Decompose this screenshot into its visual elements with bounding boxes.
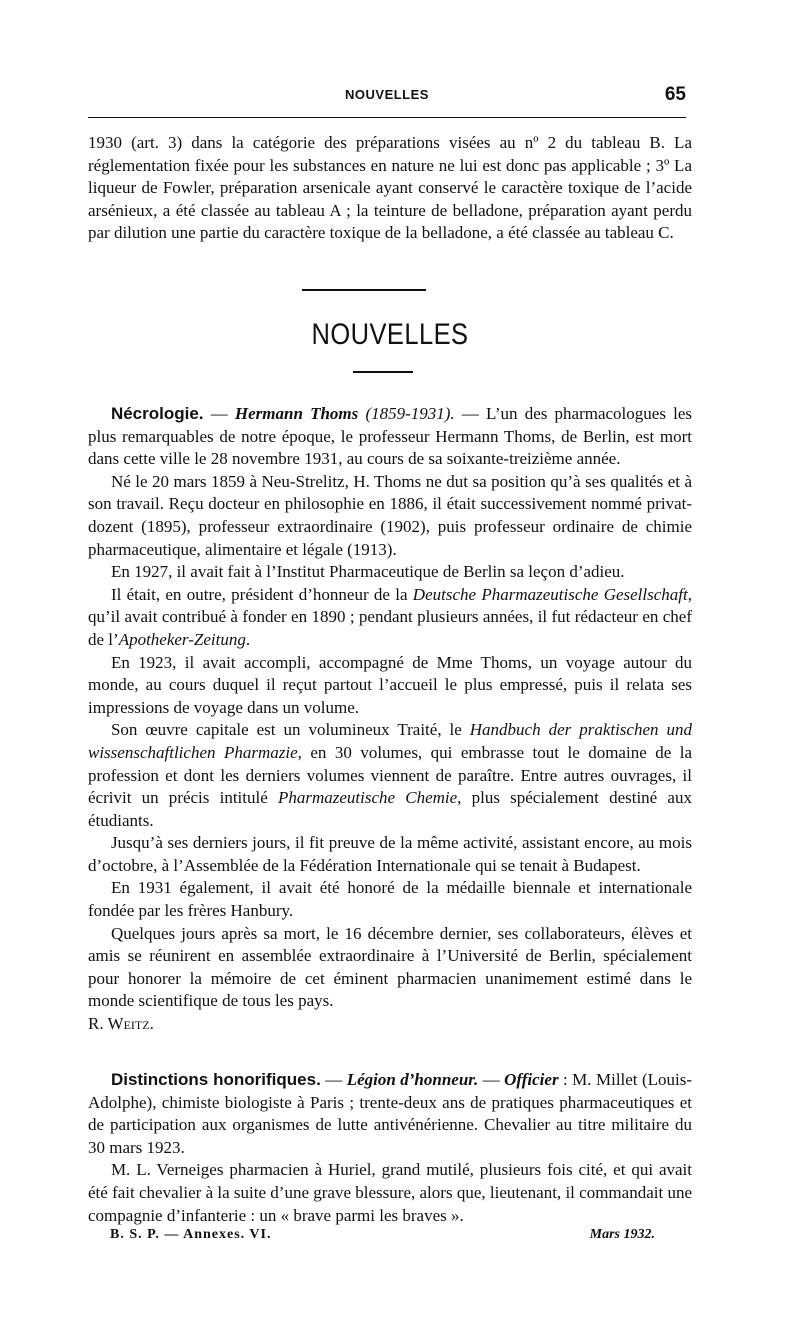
necrologie-paragraph-5: En 1923, il avait accompli, accompagné de Mme Thoms, un voyage autour du monde, au cours duquel il reçut partout l’accueil le plus empressé, puis il relata ses impressions de voyage dans un volume. bbox=[88, 652, 692, 717]
section-title: NOUVELLES bbox=[311, 318, 469, 351]
running-title: NOUVELLES bbox=[345, 87, 429, 102]
necrologie-runin: Nécrologie. bbox=[110, 404, 204, 423]
necrologie-paragraph-4 bbox=[88, 584, 692, 652]
necrologie-paragraph-1 bbox=[88, 403, 692, 471]
p4-text-b: , qu’il avait contribué à fonder en 1890 ; pendant plusieurs années, il fut rédacteur en chef de l’ bbox=[88, 584, 692, 649]
p4-text-c: . bbox=[245, 629, 251, 649]
runin-dash-2: — bbox=[320, 1070, 347, 1089]
lead-paragraph: 1930 (art. 3) dans la catégorie des préparations visées au nº 2 du tableau B. La réglementation fixée pour les substances en nature ne lui est donc pas applicable ; 3º La liqueur de Fowler, préparation arsenicale ayant conservé le caractère toxique de l’acide arsénieux, a été classée au tableau A ; la teinture de belladone, préparation ayant perdu par dilution une partie du caractère toxique de la belladone, a été classée au tableau C. bbox=[88, 133, 692, 243]
necrologie-section bbox=[88, 403, 692, 1036]
rank-officier: Officier bbox=[504, 1070, 559, 1089]
section-top-rule bbox=[302, 289, 426, 291]
distinctions-paragraph-1 bbox=[88, 1069, 692, 1159]
author-signature: R. Weitz. bbox=[88, 1014, 154, 1034]
necrologie-paragraph-6 bbox=[88, 719, 692, 832]
legion-honneur: Légion d’honneur. bbox=[346, 1070, 479, 1089]
person-dates: (1859-1931). bbox=[358, 404, 462, 423]
distinctions-paragraph-2: M. L. Verneiges pharmacien à Huriel, grand mutilé, plusieurs fois cité, et qui avait été fait chevalier à la suite d’une grave blessure, alors que, lieutenant, il commandait une compagnie d’infanterie : un « brave parmi les braves ». bbox=[88, 1160, 692, 1225]
p6-text-c: , plus spécialement destiné aux étudiants. bbox=[88, 788, 692, 830]
distinctions-text: : M. Millet (Louis-Adolphe), chimiste biologiste à Paris ; trente-deux ans de pratiques pharmaceutiques et de participation aux organismes de lutte antivénérienne. Chevalier au titre militaire du 30 mars 1923. bbox=[88, 1070, 693, 1157]
p6-text-b: , en 30 volumes, qui embrasse tout le domaine de la profession et dont les derniers volumes viennent de paraître. Entre autres ouvrages, il écrivit un précis intitulé bbox=[88, 742, 692, 808]
header-rule bbox=[88, 117, 686, 118]
footer-date: Mars 1932. bbox=[589, 1227, 655, 1242]
footer-journal: B. S. P. — Annexes. VI. bbox=[110, 1227, 272, 1242]
necrologie-text: — L’un des pharmacologues les plus remarquables de notre époque, le professeur Hermann Thoms, de Berlin, est mort dans cette ville le 28 novembre 1931, au cours de sa soixante-treizième année. bbox=[88, 404, 693, 469]
necrologie-paragraph-7: Jusqu’à ses derniers jours, il fit preuve de la même activité, assistant encore, au mois d’octobre, à l’Assemblée de la Fédération Internationale qui se tenait à Budapest. bbox=[88, 833, 692, 875]
lead-section bbox=[88, 132, 692, 245]
precis-title: Pharmazeutische Chemie bbox=[277, 788, 458, 808]
journal-name: Apotheker-Zeitung bbox=[118, 629, 246, 649]
distinctions-section bbox=[88, 1069, 692, 1227]
runin-dash-3: — bbox=[478, 1070, 505, 1089]
section-bottom-rule bbox=[353, 371, 413, 373]
necrologie-paragraph-3: En 1927, il avait fait à l’Institut Pharmaceutique de Berlin sa leçon d’adieu. bbox=[110, 562, 625, 582]
runin-dash: — bbox=[203, 404, 235, 423]
running-head bbox=[88, 84, 686, 108]
necrologie-paragraph-9: Quelques jours après sa mort, le 16 décembre dernier, ses collaborateurs, élèves et amis se réunirent en assemblée extraordinaire à l’Université de Berlin, spécialement pour honorer la mémoire de cet éminent pharmacien unanimement estimé dans le monde scientifique de tous les pays. bbox=[88, 923, 692, 1011]
necrologie-paragraph-8: En 1931 également, il avait été honoré de la médaille biennale et internationale fondée par les frères Hanbury. bbox=[88, 878, 692, 921]
page-number: 65 bbox=[664, 84, 686, 105]
handbook-title: Handbuch der praktischen und wissenschaftlichen Pharmazie bbox=[88, 720, 692, 762]
distinctions-runin: Distinctions honorifiques. bbox=[110, 1070, 321, 1089]
p4-text-a: Il était, en outre, président d’honneur de la bbox=[110, 584, 413, 604]
society-name: Deutsche Pharmazeutische Gesellschaft bbox=[412, 584, 688, 604]
person-name: Hermann Thoms bbox=[234, 404, 359, 423]
p6-text-a: Son œuvre capitale est un volumineux Traité, le bbox=[110, 720, 470, 740]
necrologie-paragraph-2: Né le 20 mars 1859 à Neu-Strelitz, H. Thoms ne dut sa position qu’à ses qualités et à son travail. Reçu docteur en philosophie en 1886, il était successivement nommé privat-dozent (1895), professeur extraordinaire (1902), puis professeur ordinaire de chimie pharmaceutique, alimentaire et légale (1913). bbox=[88, 471, 692, 559]
